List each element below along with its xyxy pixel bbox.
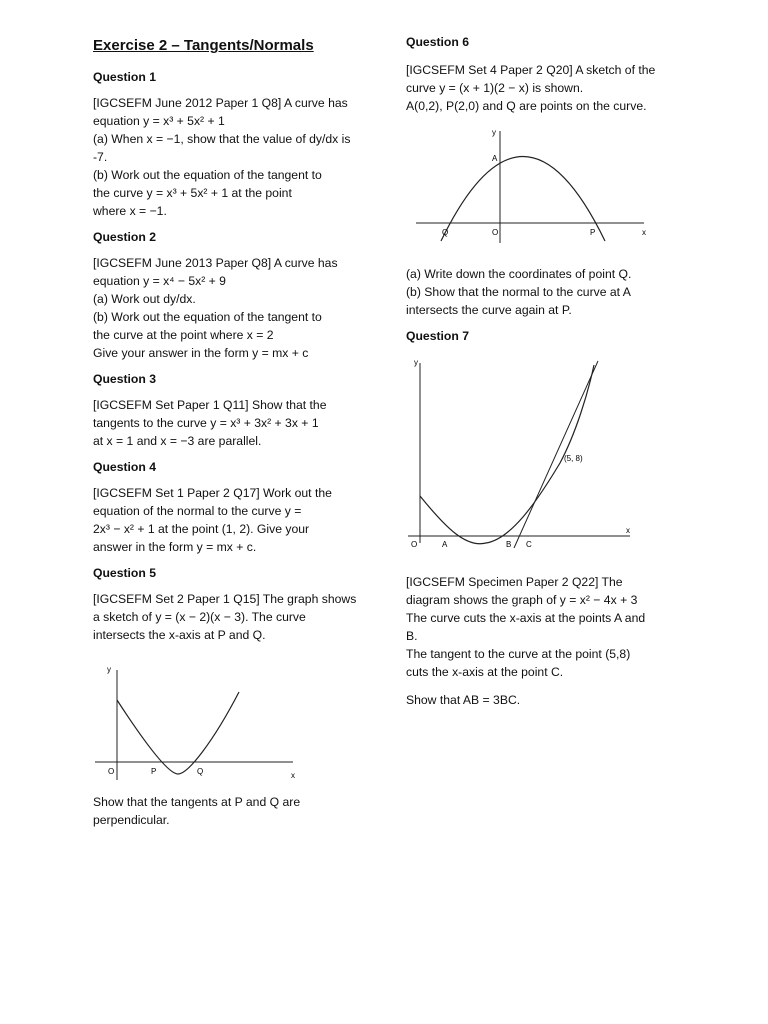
q1-line-1: [IGCSEFM June 2012 Paper 1 Q8] A curve has bbox=[93, 96, 348, 110]
question-7 bbox=[406, 327, 696, 709]
q6-line-1: [IGCSEFM Set 4 Paper 2 Q20] A sketch of the bbox=[406, 63, 656, 77]
left-column bbox=[93, 36, 371, 837]
q7-c-label: C bbox=[526, 540, 532, 549]
page-title: Exercise 2 – Tangents/Normals bbox=[93, 37, 314, 54]
q6-y-label: y bbox=[492, 128, 496, 137]
q2-line-4: (b) Work out the equation of the tangent to bbox=[93, 310, 322, 324]
q5-x-label: x bbox=[291, 771, 295, 780]
q7-line-3: The curve cuts the x-axis at the points A and bbox=[406, 611, 646, 625]
question-6 bbox=[406, 33, 696, 319]
q1-line-3: (a) When x = −1, show that the value of dy/dx is bbox=[93, 132, 351, 146]
q7-x-label: x bbox=[626, 526, 630, 535]
q6-graph bbox=[406, 121, 666, 251]
q7-line-1: [IGCSEFM Specimen Paper 2 Q22] The bbox=[406, 575, 623, 589]
q6-q-label: Q bbox=[442, 228, 449, 237]
q7-y-label: y bbox=[414, 358, 418, 367]
q6-part-b-1: (b) Show that the normal to the curve at A bbox=[406, 285, 631, 299]
q6-x-label: x bbox=[642, 228, 646, 237]
q7-line-4: B. bbox=[406, 629, 418, 643]
q6-line-2: curve y = (x + 1)(2 − x) is shown. bbox=[406, 81, 584, 95]
question-1-heading: Question 1 bbox=[93, 70, 156, 84]
question-4 bbox=[93, 458, 371, 556]
q5-line-2: a sketch of y = (x − 2)(x − 3). The curve bbox=[93, 610, 306, 624]
q6-a-label: A bbox=[492, 154, 498, 163]
q6-p-label: P bbox=[590, 228, 596, 237]
right-column bbox=[406, 33, 696, 717]
question-6-heading: Question 6 bbox=[406, 35, 469, 49]
q7-point-label: (5, 8) bbox=[564, 454, 583, 463]
q1-line-2: equation y = x³ + 5x² + 1 bbox=[93, 114, 225, 128]
q5-q-label: Q bbox=[197, 767, 204, 776]
q1-line-6: the curve y = x³ + 5x² + 1 at the point bbox=[93, 186, 292, 200]
q7-line-5: The tangent to the curve at the point (5,8) bbox=[406, 647, 631, 661]
q4-line-3: 2x³ − x² + 1 at the point (1, 2). Give your bbox=[93, 522, 310, 536]
q3-line-2: tangents to the curve y = x³ + 3x² + 3x + 1 bbox=[93, 416, 319, 430]
q5-line-1: [IGCSEFM Set 2 Paper 1 Q15] The graph shows bbox=[93, 592, 357, 606]
q5-p-label: P bbox=[151, 767, 157, 776]
question-2 bbox=[93, 228, 371, 362]
q6-origin-label: O bbox=[492, 228, 499, 237]
question-3 bbox=[93, 370, 371, 450]
q6-curve bbox=[441, 157, 605, 242]
q6-part-a: (a) Write down the coordinates of point Q. bbox=[406, 267, 632, 281]
question-4-heading: Question 4 bbox=[93, 460, 156, 474]
q1-line-7: where x = −1. bbox=[93, 204, 167, 218]
question-5-heading: Question 5 bbox=[93, 566, 156, 580]
q7-line-2: diagram shows the graph of y = x² − 4x + 3 bbox=[406, 593, 638, 607]
q5-footer-1: Show that the tangents at P and Q are bbox=[93, 795, 301, 809]
q7-origin-label: O bbox=[411, 540, 418, 549]
q2-line-1: [IGCSEFM June 2013 Paper Q8] A curve has bbox=[93, 256, 338, 270]
q5-y-label: y bbox=[107, 665, 111, 674]
q5-graph bbox=[93, 662, 303, 787]
q3-line-3: at x = 1 and x = −3 are parallel. bbox=[93, 434, 262, 448]
q4-line-4: answer in the form y = mx + c. bbox=[93, 540, 257, 554]
q2-line-5: the curve at the point where x = 2 bbox=[93, 328, 274, 342]
q7-graph bbox=[406, 353, 646, 553]
q5-footer-2: perpendicular. bbox=[93, 813, 170, 827]
q7-b-label: B bbox=[506, 540, 512, 549]
q7-tangent-line bbox=[514, 361, 598, 548]
q7-a-label: A bbox=[442, 540, 448, 549]
q2-line-6: Give your answer in the form y = mx + c bbox=[93, 346, 309, 360]
q7-line-6: cuts the x-axis at the point C. bbox=[406, 665, 564, 679]
q1-line-5: (b) Work out the equation of the tangent to bbox=[93, 168, 322, 182]
question-5 bbox=[93, 564, 371, 829]
q1-line-4: -7. bbox=[93, 150, 108, 164]
q2-line-2: equation y = x⁴ − 5x² + 9 bbox=[93, 274, 226, 288]
q4-line-1: [IGCSEFM Set 1 Paper 2 Q17] Work out the bbox=[93, 486, 332, 500]
q6-line-3: A(0,2), P(2,0) and Q are points on the curve. bbox=[406, 99, 647, 113]
q4-line-2: equation of the normal to the curve y = bbox=[93, 504, 302, 518]
q5-origin-label: O bbox=[108, 767, 115, 776]
q5-line-3: intersects the x-axis at P and Q. bbox=[93, 628, 266, 642]
question-1 bbox=[93, 68, 371, 220]
question-2-heading: Question 2 bbox=[93, 230, 156, 244]
question-7-heading: Question 7 bbox=[406, 329, 469, 343]
q6-part-b-2: intersects the curve again at P. bbox=[406, 303, 572, 317]
question-3-heading: Question 3 bbox=[93, 372, 156, 386]
q2-line-3: (a) Work out dy/dx. bbox=[93, 292, 196, 306]
q3-line-1: [IGCSEFM Set Paper 1 Q11] Show that the bbox=[93, 398, 327, 412]
q7-line-7: Show that AB = 3BC. bbox=[406, 693, 521, 707]
